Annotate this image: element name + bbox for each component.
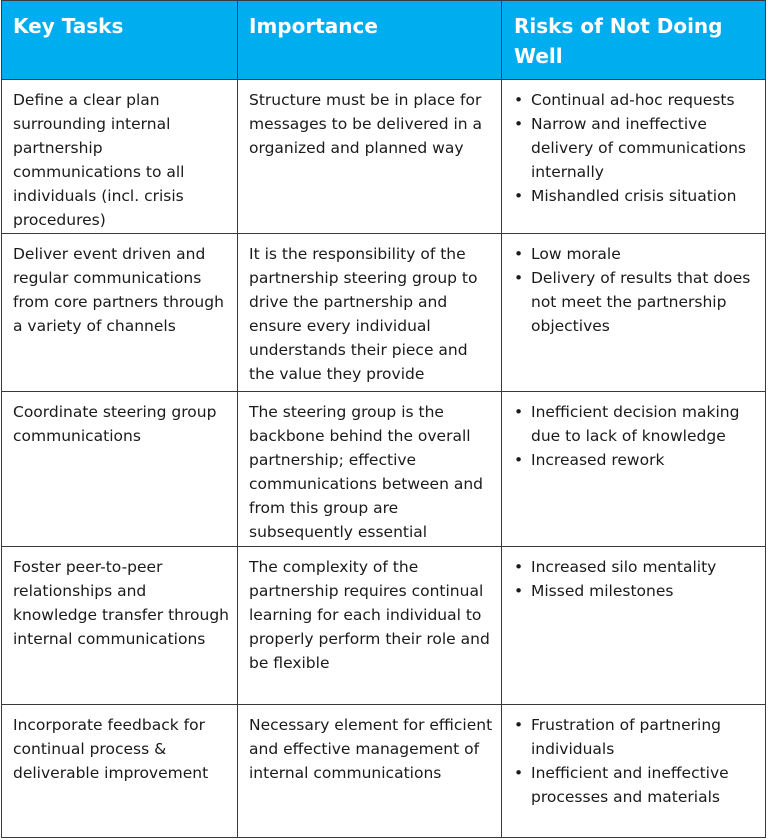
task-cell: Coordinate steering group communications bbox=[13, 403, 217, 445]
task-cell: Deliver event driven and regular communications from core partners through a variety of channels bbox=[13, 245, 224, 335]
risk-text: Missed milestones bbox=[531, 582, 674, 600]
header-importance: Importance bbox=[249, 14, 378, 38]
risk-item bbox=[514, 112, 759, 184]
risks-cell bbox=[502, 234, 765, 391]
column-divider bbox=[501, 1, 502, 837]
risk-text: Low morale bbox=[531, 245, 621, 263]
header-risks: Risks of Not Doing Well bbox=[514, 14, 723, 68]
risks-cell bbox=[502, 547, 765, 704]
risks-list bbox=[514, 713, 759, 809]
importance-cell: Necessary element for efficient and effective management of internal communications bbox=[249, 716, 493, 782]
risks-list bbox=[514, 242, 759, 338]
bullet-icon: • bbox=[514, 91, 524, 109]
risks-list bbox=[514, 88, 759, 208]
bullet-icon: • bbox=[514, 269, 524, 287]
risk-item bbox=[514, 761, 759, 809]
risk-item bbox=[514, 579, 759, 603]
bullet-icon: • bbox=[514, 403, 524, 421]
risk-item bbox=[514, 555, 759, 579]
risk-item bbox=[514, 713, 759, 761]
risk-text: Increased rework bbox=[531, 451, 665, 469]
risks-cell bbox=[502, 80, 765, 233]
table-row bbox=[2, 234, 765, 392]
risk-item bbox=[514, 88, 759, 112]
table-row bbox=[2, 705, 765, 837]
column-divider bbox=[237, 1, 238, 837]
risks-list bbox=[514, 400, 759, 472]
risk-text: Frustration of partnering individuals bbox=[531, 716, 721, 758]
importance-cell: The complexity of the partnership requires continual learning for each individual to properly perform their role and be flexible bbox=[249, 558, 490, 672]
bullet-icon: • bbox=[514, 558, 524, 576]
task-cell: Foster peer-to-peer relationships and knowledge transfer through internal communications bbox=[13, 558, 229, 648]
risks-cell bbox=[502, 392, 765, 546]
risk-text: Narrow and ineffective delivery of communications internally bbox=[531, 115, 746, 181]
bullet-icon: • bbox=[514, 451, 524, 469]
table-header-row bbox=[2, 1, 765, 80]
risk-text: Inefficient decision making due to lack of knowledge bbox=[531, 403, 740, 445]
importance-cell: The steering group is the backbone behind the overall partnership; effective communications between and from this group are subsequently essential bbox=[249, 403, 483, 541]
bullet-icon: • bbox=[514, 115, 524, 133]
risk-item bbox=[514, 184, 759, 208]
risk-text: Inefficient and ineffective processes and materials bbox=[531, 764, 729, 806]
table-row bbox=[2, 392, 765, 547]
header-key-tasks: Key Tasks bbox=[13, 14, 124, 38]
risk-text: Continual ad-hoc requests bbox=[531, 91, 735, 109]
bullet-icon: • bbox=[514, 187, 524, 205]
table-row bbox=[2, 80, 765, 234]
importance-cell: Structure must be in place for messages to be delivered in a organized and planned way bbox=[249, 91, 483, 157]
risk-item bbox=[514, 266, 759, 338]
bullet-icon: • bbox=[514, 764, 524, 782]
risk-item bbox=[514, 242, 759, 266]
task-cell: Incorporate feedback for continual process & deliverable improvement bbox=[13, 716, 209, 782]
risk-text: Increased silo mentality bbox=[531, 558, 717, 576]
importance-cell: It is the responsibility of the partnership steering group to drive the partnership and ensure every individual understands their piece and the value they provide bbox=[249, 245, 478, 383]
risks-cell bbox=[502, 705, 765, 837]
risks-list bbox=[514, 555, 759, 603]
task-cell: Define a clear plan surrounding internal partnership communications to all individuals (incl. crisis procedures) bbox=[13, 91, 185, 229]
risk-text: Delivery of results that does not meet the partnership objectives bbox=[531, 269, 751, 335]
bullet-icon: • bbox=[514, 582, 524, 600]
risk-item bbox=[514, 400, 759, 448]
key-tasks-table bbox=[1, 0, 766, 838]
table-row bbox=[2, 547, 765, 705]
bullet-icon: • bbox=[514, 245, 524, 263]
risk-text: Mishandled crisis situation bbox=[531, 187, 737, 205]
bullet-icon: • bbox=[514, 716, 524, 734]
risk-item bbox=[514, 448, 759, 472]
